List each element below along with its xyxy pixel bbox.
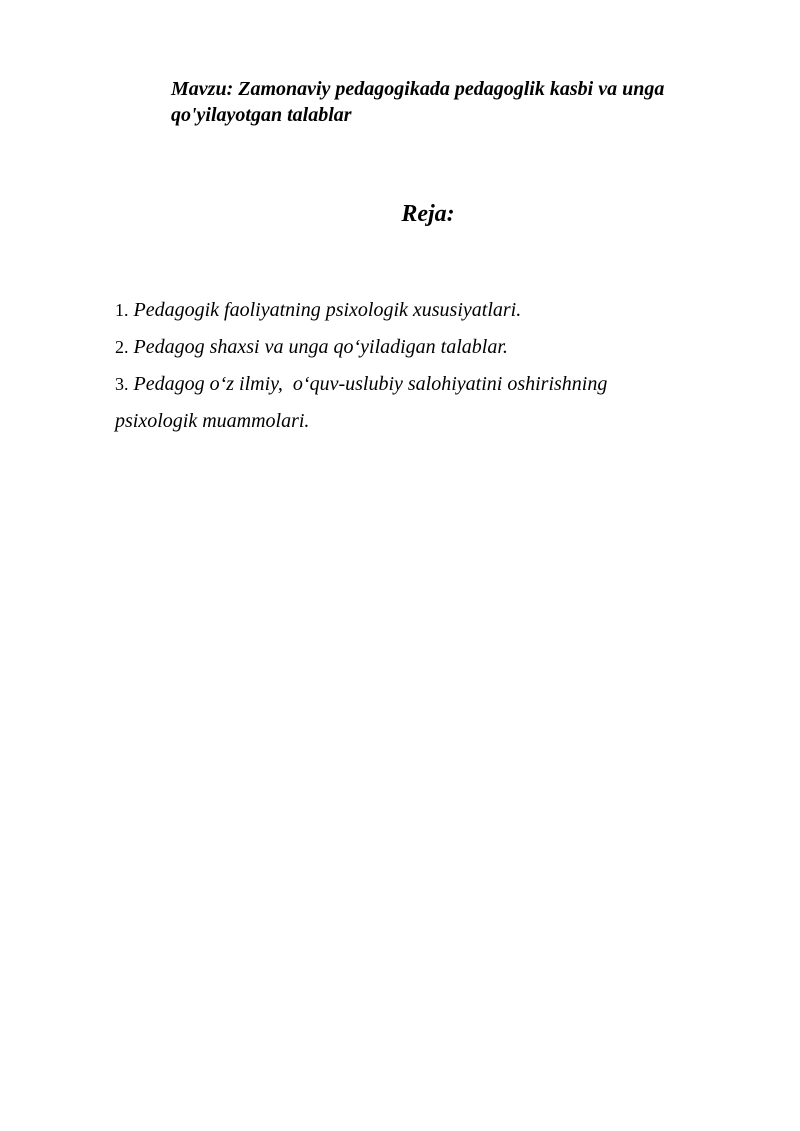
plan-item-number: 1.	[115, 300, 129, 320]
plan-item-number: 2.	[115, 337, 129, 357]
topic-title-line-2: qo'yilayotgan talablar	[171, 104, 352, 126]
plan-item-2	[115, 329, 715, 366]
plan-list	[115, 292, 715, 440]
plan-item-text: Pedagogik faoliyatning psixologik xususiyatlari.	[133, 299, 522, 321]
plan-item-text: Pedagog shaxsi va unga qo‘yiladigan talablar.	[133, 336, 508, 358]
topic-title-line-1: Mavzu: Zamonaviy pedagogikada pedagoglik kasbi va unga	[171, 78, 665, 100]
plan-heading: Reja:	[401, 201, 455, 227]
topic-title	[171, 76, 731, 128]
plan-item-3	[115, 366, 715, 440]
plan-item-text: Pedagog o‘z ilmiy, o‘quv-uslubiy salohiyatini oshirishning	[133, 373, 608, 395]
plan-item-continuation: psixologik muammolari.	[115, 410, 310, 432]
plan-item-number: 3.	[115, 374, 129, 394]
plan-item-1	[115, 292, 715, 329]
